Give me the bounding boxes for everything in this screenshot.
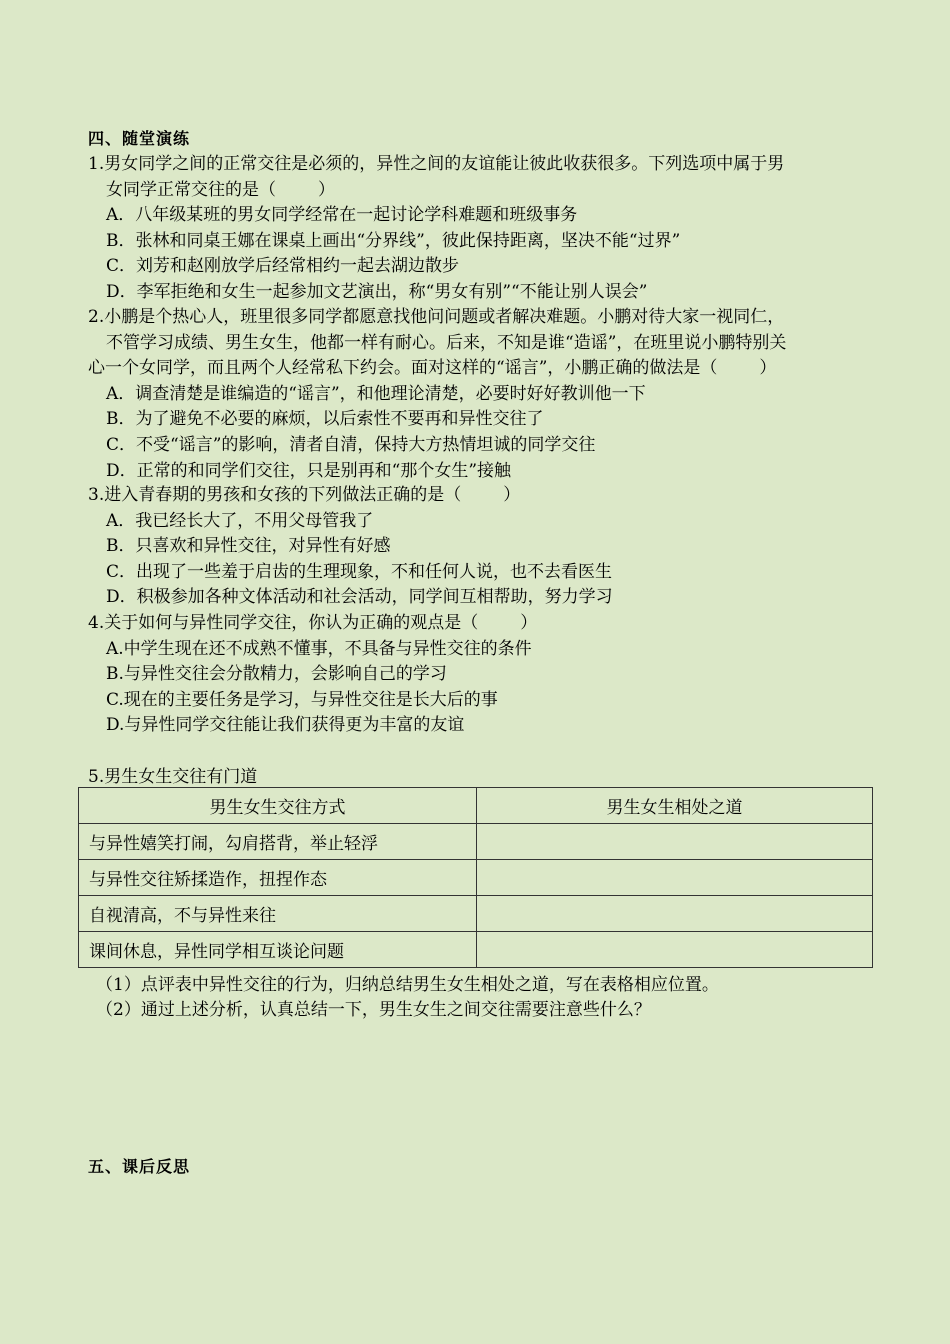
- question-2-stem-line2: 不管学习成绩、男生女生，他都一样有耐心。后来，不知是谁“造谣”，在班里说小鹏特别关: [106, 332, 787, 353]
- question-3-option-a: A．我已经长大了，不用父母管我了: [106, 510, 374, 531]
- table-cell-answer[interactable]: [477, 896, 873, 932]
- table-header-row: [79, 788, 873, 824]
- question-5-sub-1: （1）点评表中异性交往的行为，归纳总结男生女生相处之道，写在表格相应位置。: [96, 975, 719, 995]
- table-cell-answer[interactable]: [477, 824, 873, 860]
- section-5-title: 五、课后反思: [88, 1157, 191, 1176]
- table-header-cell: 男生女生相处之道: [477, 788, 873, 824]
- question-2-option-d: D．正常的和同学们交往，只是别再和“那个女生”接触: [106, 460, 512, 481]
- table-cell-behavior: 与异性交往矫揉造作，扭捏作态: [79, 860, 477, 896]
- question-3: [88, 483, 878, 611]
- question-4-option-b: B.与异性交往会分散精力，会影响自己的学习: [106, 664, 447, 685]
- question-2-option-b: B．为了避免不必要的麻烦，以后索性不要再和异性交往了: [106, 409, 544, 430]
- question-4-stem: 4.关于如何与异性同学交往，你认为正确的观点是（ ）: [88, 613, 538, 633]
- question-1-stem-line2: 女同学正常交往的是（ ）: [106, 179, 335, 200]
- section-4-title: 四、随堂演练: [88, 129, 191, 148]
- table-cell-answer[interactable]: [477, 932, 873, 968]
- question-3-option-b: B．只喜欢和异性交往，对异性有好感: [106, 536, 391, 557]
- question-2-option-c: C．不受“谣言”的影响，清者自清，保持大方热情坦诚的同学交往: [106, 434, 596, 455]
- question-3-option-c: C．出现了一些羞于启齿的生理现象，不和任何人说，也不去看医生: [106, 561, 613, 582]
- question-5-title: 5.男生女生交往有门道: [88, 767, 258, 787]
- question-2-option-a: A．调查清楚是谁编造的“谣言”，和他理论清楚，必要时好好教训他一下: [106, 383, 646, 404]
- question-1-option-b: B．张林和同桌王娜在课桌上画出“分界线”，彼此保持距离，坚决不能“过界”: [106, 230, 681, 251]
- table-cell-behavior: 与异性嬉笑打闹，勾肩搭背，举止轻浮: [79, 824, 477, 860]
- question-1-option-a: A．八年级某班的男女同学经常在一起讨论学科难题和班级事务: [106, 205, 578, 226]
- question-4-option-c: C.现在的主要任务是学习，与异性交往是长大后的事: [106, 689, 498, 710]
- table-row: [79, 824, 873, 860]
- question-4-option-a: A.中学生现在还不成熟不懂事，不具备与异性交往的条件: [106, 638, 532, 659]
- question-3-option-d: D．积极参加各种文体活动和社会活动，同学间互相帮助，努力学习: [106, 587, 613, 608]
- table-cell-behavior: 课间休息，异性同学相互谈论问题: [79, 932, 477, 968]
- table-cell-behavior: 自视清高，不与异性来往: [79, 896, 477, 932]
- question-4: [88, 611, 878, 739]
- question-1-option-c: C．刘芳和赵刚放学后经常相约一起去湖边散步: [106, 256, 460, 277]
- table-row: [79, 896, 873, 932]
- question-1-stem: [88, 152, 878, 203]
- question-2-stem-line1: 2.小鹏是个热心人，班里很多同学都愿意找他问问题或者解决难题。小鹏对待大家一视同仁，: [88, 307, 785, 327]
- table-cell-answer[interactable]: [477, 860, 873, 896]
- question-2-stem: [88, 305, 878, 382]
- table-row: [79, 860, 873, 896]
- question-3-stem: 3.进入青春期的男孩和女孩的下列做法正确的是（ ）: [88, 485, 521, 505]
- question-4-option-d: D.与异性同学交往能让我们获得更为丰富的友谊: [106, 715, 465, 736]
- question-1-stem-line1: 1.男女同学之间的正常交往是必须的，异性之间的友谊能让彼此收获很多。下列选项中属于男: [88, 154, 785, 174]
- question-2: [88, 305, 878, 484]
- question-1: [88, 152, 878, 306]
- question-1-option-d: D．李军拒绝和女生一起参加文艺演出，称“男女有别”“不能让别人误会”: [106, 281, 648, 302]
- question-2-stem-line3: 心一个女同学，而且两个人经常私下约会。面对这样的“谣言”，小鹏正确的做法是（ ）: [88, 358, 777, 379]
- question-5-sub-2: （2）通过上述分析，认真总结一下，男生女生之间交往需要注意些什么？: [96, 1000, 651, 1020]
- interaction-table: [78, 787, 873, 968]
- table-header-cell: 男生女生交往方式: [79, 788, 477, 824]
- table-row: [79, 932, 873, 968]
